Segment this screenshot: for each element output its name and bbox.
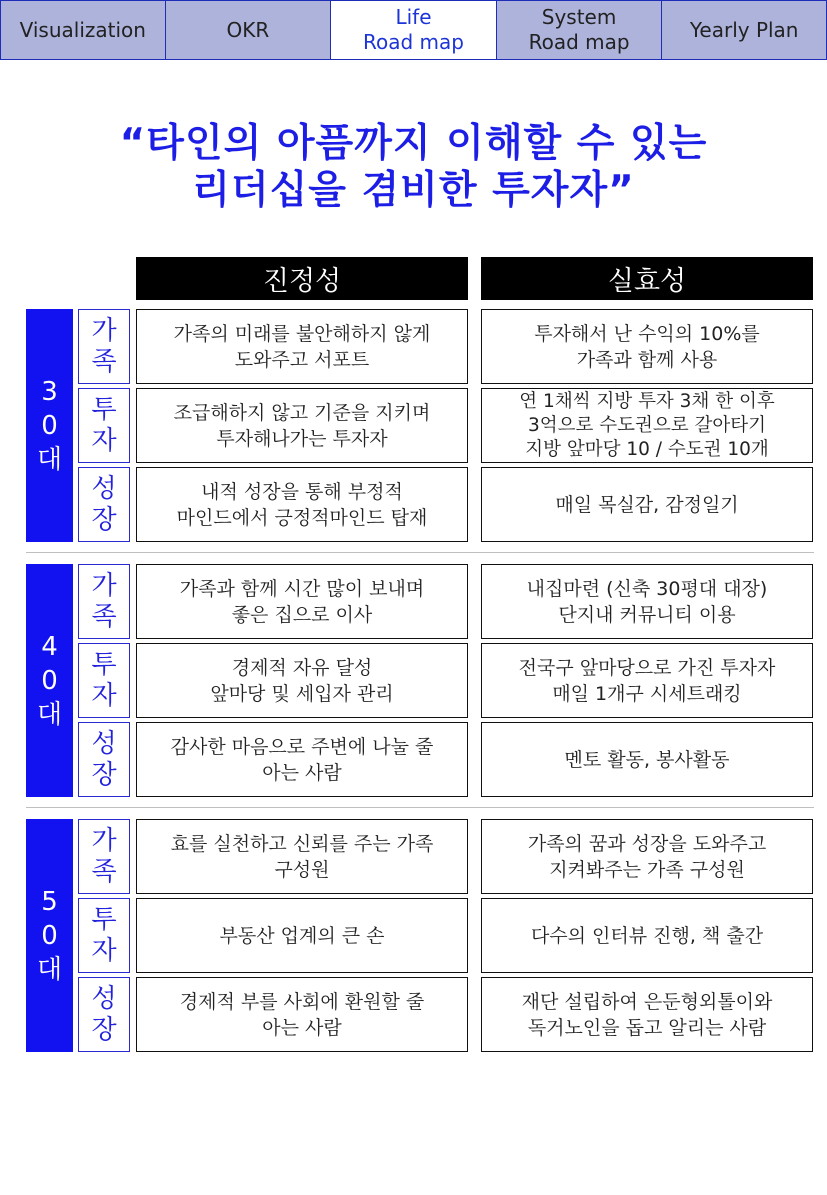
column-header-effectiveness: 실효성 [481,257,813,300]
tab-system-road-map[interactable]: System Road map [497,0,663,60]
area-label-family: 가 족 [78,819,130,894]
area-label-investment: 투 자 [78,388,130,463]
area-label-family: 가 족 [78,309,130,384]
decade-label-50s: 5 0 대 [26,819,73,1052]
cell-40s-growth-authenticity: 감사한 마음으로 주변에 나눌 줄 아는 사람 [136,722,468,797]
area-label-growth: 성 장 [78,722,130,797]
cell-40s-investment-authenticity: 경제적 자유 달성 앞마당 및 세입자 관리 [136,643,468,718]
cell-30s-investment-authenticity: 조급해하지 않고 기준을 지키며 투자해나가는 투자자 [136,388,468,463]
decade-label-30s: 3 0 대 [26,309,73,542]
motto-line-2: 리더십을 겸비한 투자자” [192,168,635,213]
tab-life-road-map[interactable]: Life Road map [331,0,497,60]
column-header-authenticity: 진정성 [136,257,468,300]
section-divider [26,807,814,808]
decade-label-40s: 4 0 대 [26,564,73,797]
cell-50s-investment-effectiveness: 다수의 인터뷰 진행, 책 출간 [481,898,813,973]
area-label-investment: 투 자 [78,643,130,718]
tab-yearly-plan[interactable]: Yearly Plan [662,0,827,60]
area-label-investment: 투 자 [78,898,130,973]
motto-heading [0,120,827,214]
tab-visualization[interactable]: Visualization [0,0,166,60]
area-label-growth: 성 장 [78,977,130,1052]
tab-okr[interactable]: OKR [166,0,332,60]
cell-30s-family-effectiveness: 투자해서 난 수익의 10%를 가족과 함께 사용 [481,309,813,384]
cell-50s-family-authenticity: 효를 실천하고 신뢰를 주는 가족 구성원 [136,819,468,894]
cell-40s-investment-effectiveness: 전국구 앞마당으로 가진 투자자 매일 1개구 시세트래킹 [481,643,813,718]
cell-30s-investment-effectiveness: 연 1채씩 지방 투자 3채 한 이후 3억으로 수도권으로 갈아타기 지방 앞마당 10 / 수도권 10개 [481,388,813,463]
motto-line-1: “타인의 아픔까지 이해할 수 있는 [119,121,708,166]
cell-40s-family-authenticity: 가족과 함께 시간 많이 보내며 좋은 집으로 이사 [136,564,468,639]
cell-40s-growth-effectiveness: 멘토 활동, 봉사활동 [481,722,813,797]
cell-30s-growth-authenticity: 내적 성장을 통해 부정적 마인드에서 긍정적마인드 탑재 [136,467,468,542]
cell-50s-family-effectiveness: 가족의 꿈과 성장을 도와주고 지켜봐주는 가족 구성원 [481,819,813,894]
cell-30s-family-authenticity: 가족의 미래를 불안해하지 않게 도와주고 서포트 [136,309,468,384]
nav-tabs [0,0,827,60]
cell-50s-growth-authenticity: 경제적 부를 사회에 환원할 줄 아는 사람 [136,977,468,1052]
area-label-family: 가 족 [78,564,130,639]
area-label-growth: 성 장 [78,467,130,542]
cell-40s-family-effectiveness: 내집마련 (신축 30평대 대장) 단지내 커뮤니티 이용 [481,564,813,639]
cell-50s-investment-authenticity: 부동산 업계의 큰 손 [136,898,468,973]
cell-30s-growth-effectiveness: 매일 목실감, 감정일기 [481,467,813,542]
section-divider [26,552,814,553]
cell-50s-growth-effectiveness: 재단 설립하여 은둔형외톨이와 독거노인을 돕고 알리는 사람 [481,977,813,1052]
